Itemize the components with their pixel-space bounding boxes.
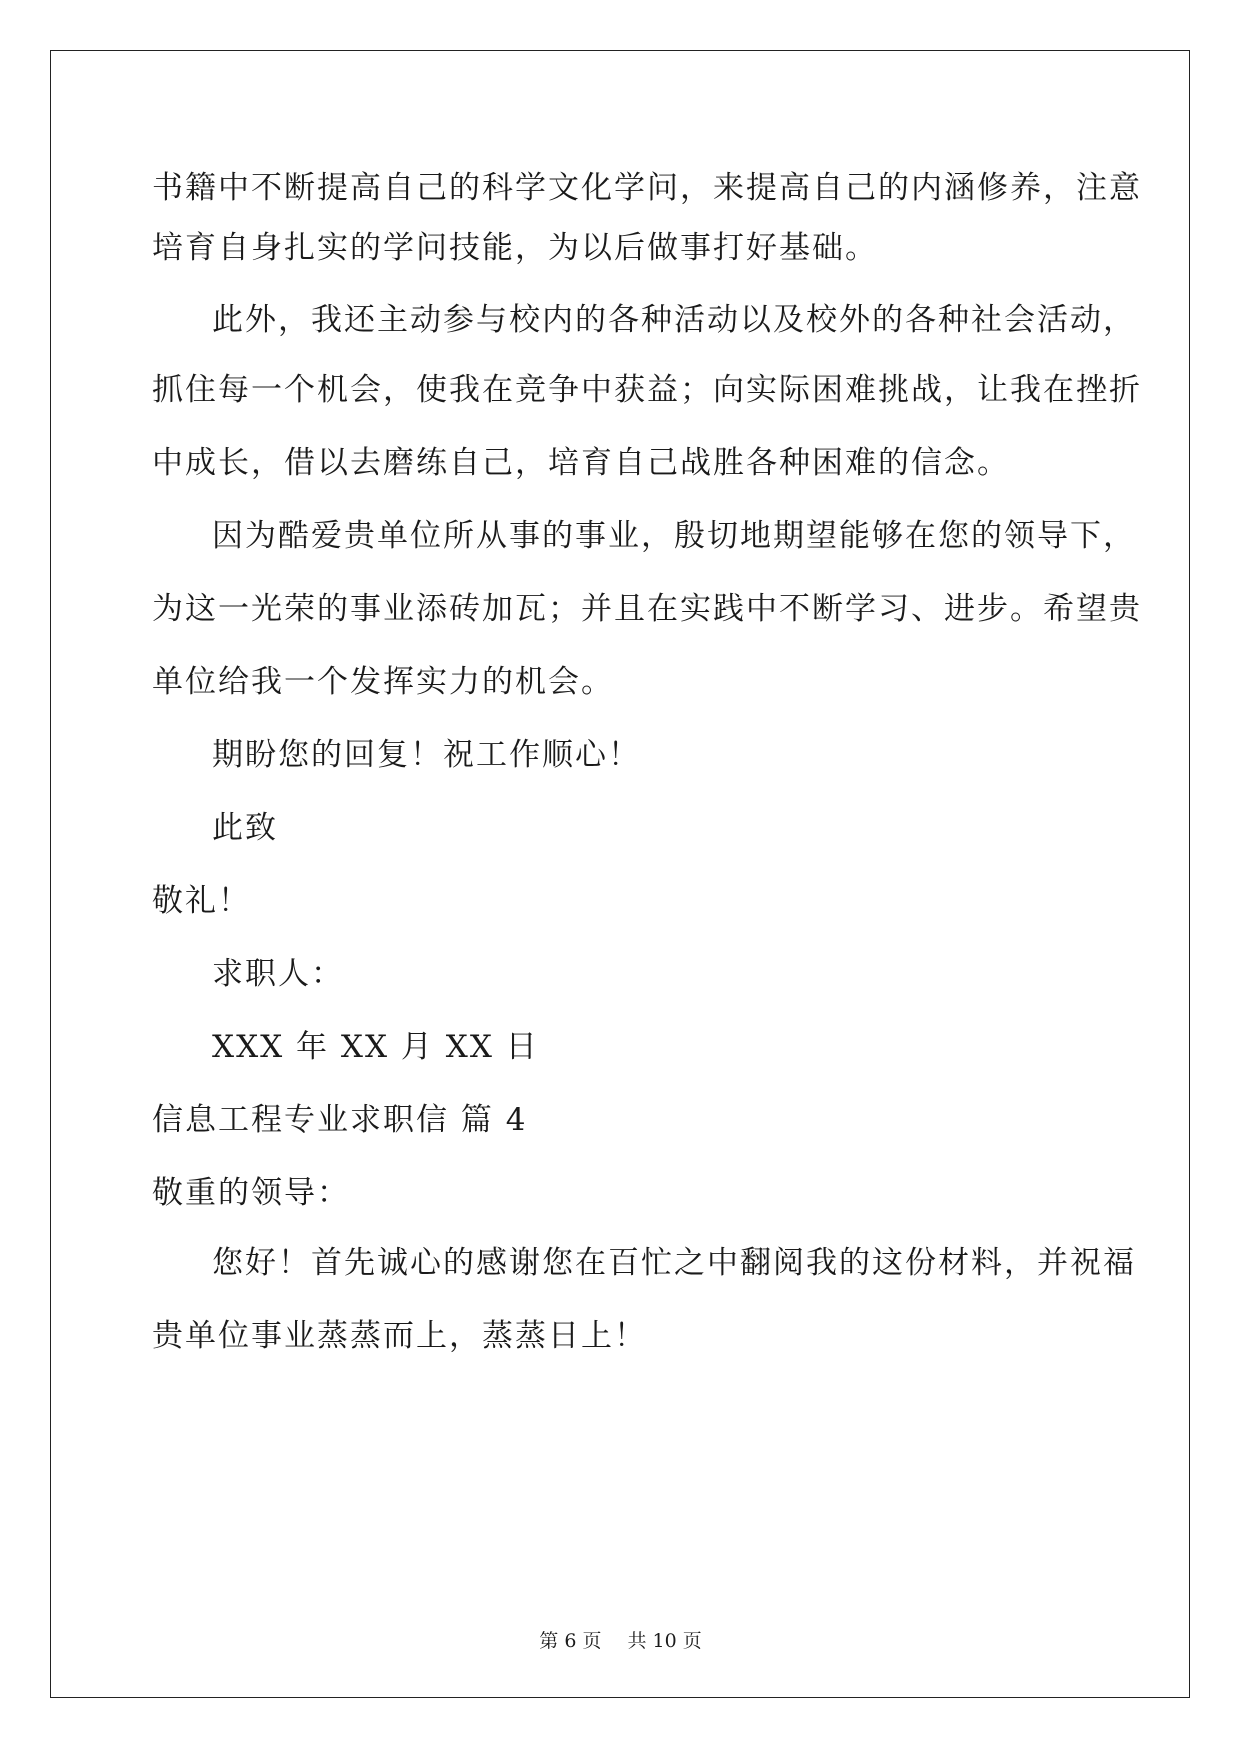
body-line-8: 单位给我一个发挥实力的机会。 (152, 664, 614, 700)
signature-label: 求职人： (212, 956, 344, 992)
greeting: 敬重的领导： (152, 1175, 350, 1211)
body-line-7: 为这一光荣的事业添砖加瓦；并且在实践中不断学习、进步。希望贵 (152, 591, 1142, 627)
closing-wish: 期盼您的回复！祝工作顺心！ (212, 737, 641, 773)
section-heading: 信息工程专业求职信 篇 4 (152, 1102, 528, 1138)
total-page-count: 共 10 页 (627, 1630, 702, 1652)
page-footer (0, 1629, 1241, 1653)
page-border (50, 50, 1190, 1698)
body-line-17: 贵单位事业蒸蒸而上，蒸蒸日上！ (152, 1318, 647, 1354)
body-line-16: 您好！首先诚心的感谢您在百忙之中翻阅我的这份材料，并祝福 (212, 1245, 1136, 1281)
body-line-6: 因为酷爱贵单位所从事的事业，殷切地期望能够在您的领导下， (212, 518, 1136, 554)
salutation-ci-zhi: 此致 (212, 810, 278, 846)
current-page-number: 第 6 页 (539, 1630, 602, 1652)
salutation-jing-li: 敬礼！ (152, 883, 251, 919)
body-line-2: 培育自身扎实的学问技能，为以后做事打好基础。 (152, 230, 878, 266)
body-line-3: 此外，我还主动参与校内的各种活动以及校外的各种社会活动， (212, 302, 1136, 338)
body-line-1: 书籍中不断提高自己的科学文化学问，来提高自己的内涵修养，注意 (152, 170, 1142, 206)
signature-date: XXX 年 XX 月 XX 日 (212, 1029, 539, 1065)
body-line-4: 抓住每一个机会，使我在竞争中获益；向实际困难挑战，让我在挫折 (152, 372, 1142, 408)
body-line-5: 中成长，借以去磨练自己，培育自己战胜各种困难的信念。 (152, 445, 1010, 481)
